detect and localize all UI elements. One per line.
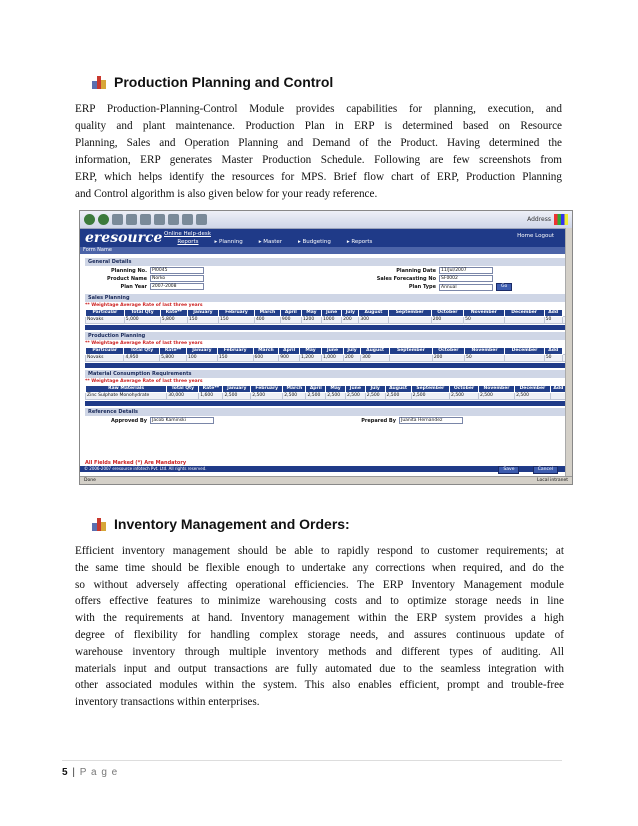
table-header-cell: May (300, 348, 322, 355)
table-header-cell: Particular (86, 348, 124, 355)
page-footer (62, 767, 118, 778)
table-cell[interactable]: 200 (343, 355, 360, 362)
table-header-cell: December (504, 310, 544, 317)
planning-no-input[interactable]: PI0045 (150, 267, 204, 274)
material-table (85, 385, 567, 400)
weightage-note: ** Weightage Average Rate of last three years (85, 341, 203, 346)
table-header-cell: December (515, 386, 551, 393)
table-cell[interactable]: Novaks (86, 355, 124, 362)
table-cell[interactable]: Novaks (86, 317, 125, 324)
para-line: quality and plant maintenance. Production Plan in ERP is determined based on Resource (75, 120, 562, 132)
helpdesk-link[interactable]: Online Help-desk (164, 231, 211, 237)
table-header-cell: Rate** (160, 310, 187, 317)
table-header-cell: October (450, 386, 479, 393)
app-header (80, 229, 572, 247)
table-header-cell: July (365, 386, 385, 393)
prepared-by-label: Prepared By (361, 417, 396, 424)
table-cell[interactable] (390, 355, 433, 362)
table-cell[interactable]: 100 (186, 355, 217, 362)
form-body (80, 254, 572, 425)
table-cell[interactable]: 900 (280, 317, 301, 324)
nav-budgeting[interactable]: ▸ Budgeting (298, 239, 331, 245)
approved-by-label: Approved By (111, 417, 147, 424)
material-consumption-header: Material Consumption Requirements (85, 370, 567, 378)
bullet-icon (92, 76, 106, 89)
home-logout-links[interactable]: Home Logout (517, 233, 554, 239)
table-cell[interactable]: 300 (361, 355, 390, 362)
table-header-cell: September (390, 348, 433, 355)
back-icon (84, 214, 95, 225)
table-scrollbar[interactable] (85, 401, 567, 406)
app-footer (80, 466, 572, 472)
table-header-cell: March (283, 386, 306, 393)
reports-link[interactable]: Reports (177, 239, 199, 245)
table-cell[interactable]: 30,000 (167, 393, 199, 400)
table-cell[interactable]: 2,500 (385, 393, 411, 400)
address-label: Address (527, 216, 551, 223)
table-cell[interactable]: 2,500 (326, 393, 346, 400)
production-planning-paragraph (75, 101, 562, 203)
table-scrollbar[interactable] (85, 325, 567, 330)
table-header-cell: June (345, 386, 365, 393)
table-cell[interactable]: 50 (464, 317, 505, 324)
table-header-cell: Particular (86, 310, 125, 317)
table-header-cell: January (187, 310, 218, 317)
para-line: Efficient inventory management should be able to rapidly respond to customer requirements; at (75, 545, 564, 557)
table-header-cell: May (326, 386, 346, 393)
weightage-note: ** Weightage Average Rate of last three years (85, 379, 203, 384)
plan-type-select[interactable]: Annual (439, 284, 493, 291)
table-cell[interactable]: 50 (464, 355, 504, 362)
mandatory-note: All Fields Marked (*) Are Mandatory (85, 460, 187, 466)
table-cell[interactable]: 200 (342, 317, 359, 324)
table-header-cell: April (306, 386, 326, 393)
table-cell[interactable]: 2,500 (306, 393, 326, 400)
table-header-cell: November (464, 348, 504, 355)
table-cell[interactable]: 1,600 (199, 393, 223, 400)
table-cell[interactable] (505, 355, 545, 362)
para-line: materials input and output transactions are fully automated due to the seamless integration with (75, 662, 564, 675)
table-header-cell: October (431, 310, 463, 317)
go-button[interactable]: Go (496, 283, 512, 291)
table-header-cell: February (217, 348, 253, 355)
table-header-cell: Add (544, 348, 562, 355)
planning-date-label: Planning Date (396, 267, 436, 274)
para-line: Planning, Sales and Operation Planning and Demand of the Product. Having determined the (75, 137, 562, 149)
table-header-cell: July (343, 348, 360, 355)
table-cell[interactable]: 600 (253, 355, 279, 362)
table-cell[interactable]: 50 (544, 317, 562, 324)
table-header-cell: September (411, 386, 449, 393)
table-header-cell: October (432, 348, 464, 355)
sales-planning-table (85, 309, 567, 324)
sales-forecast-label: Sales Forecasting No (376, 275, 436, 282)
planning-no-label: Planning No. (111, 267, 147, 274)
para-line: ERP Production-Planning-Control Module provides capabilities for planning, execution, and (75, 103, 562, 115)
forward-icon (98, 214, 109, 225)
table-header-cell: Rate** (199, 386, 223, 393)
browser-toolbar (80, 211, 572, 229)
table-header-cell: April (280, 310, 301, 317)
table-cell[interactable] (388, 317, 431, 324)
table-header-cell: Total Qty (167, 386, 199, 393)
table-cell[interactable]: 2,500 (365, 393, 385, 400)
search-icon (154, 214, 165, 225)
table-cell[interactable]: 5,800 (160, 355, 187, 362)
para-line: warehouse inventory through multiple inventory methods and different types of auditing. All (75, 645, 564, 658)
cancel-button[interactable]: Cancel (533, 466, 558, 474)
table-header-cell: March (253, 348, 279, 355)
table-header-cell: August (385, 386, 411, 393)
para-line: degree of flexibility for handling complex storage needs, and assures continuous update of (75, 628, 564, 641)
section-heading-inventory (92, 516, 350, 532)
table-cell[interactable]: 200 (431, 317, 463, 324)
heading-text: Inventory Management and Orders: (114, 516, 350, 532)
table-cell[interactable]: 2,500 (515, 393, 551, 400)
page-word: P a g e (79, 767, 119, 778)
general-details-header: General Details (85, 258, 567, 266)
table-header-cell: January (186, 348, 217, 355)
plan-type-label: Plan Type (408, 284, 436, 290)
table-header-cell: July (342, 310, 359, 317)
table-cell[interactable]: 2,500 (251, 393, 283, 400)
table-header-cell: August (359, 310, 388, 317)
para-line: and Control algorithm is also given below for your ready reference. (75, 188, 378, 200)
table-header-cell: November (478, 386, 514, 393)
favorites-icon (168, 214, 179, 225)
table-header-cell: June (321, 310, 341, 317)
status-zone: Local intranet (537, 478, 568, 483)
refresh-icon (126, 214, 137, 225)
footer-divider (62, 760, 562, 761)
nav-reports[interactable]: ▸ Reports (346, 239, 373, 245)
table-cell[interactable]: 2,500 (283, 393, 306, 400)
sales-forecast-select[interactable]: SF0002 (439, 275, 493, 282)
table-header-cell: February (218, 310, 254, 317)
table-cell[interactable]: 1,000 (322, 355, 344, 362)
para-line: inventory transactions within enterprises. (75, 696, 260, 709)
para-line: information, ERP generates Master Production Schedule. Following are few screenshots from (75, 154, 562, 166)
app-logo: eresource (80, 229, 167, 247)
print-icon (196, 214, 207, 225)
product-name-label: Product Name (107, 275, 147, 282)
table-cell[interactable]: 900 (279, 355, 300, 362)
stop-icon (112, 214, 123, 225)
table-cell[interactable]: 400 (254, 317, 280, 324)
table-cell[interactable]: 2,500 (411, 393, 449, 400)
form-name-bar: Form Name (80, 247, 572, 254)
heading-text: Production Planning and Control (114, 74, 334, 90)
para-line: offers effective features to minimize warehousing costs and to optimize storage needs in line (75, 595, 564, 608)
table-cell[interactable]: 2,500 (345, 393, 365, 400)
copyright-text: © 2006-2007 eresource infotech Pvt. Ltd. All rights reserved. (84, 466, 207, 471)
nav-master[interactable]: ▸ Master (258, 239, 283, 245)
para-line: the same time should be flexible enough to undertake any corrections when required, and do the (75, 561, 564, 574)
mail-icon (182, 214, 193, 225)
table-cell[interactable]: 5,800 (160, 317, 187, 324)
status-done: Done (84, 478, 96, 483)
footer-separator: | (72, 767, 76, 778)
planning-date-input[interactable]: 11/Jul/2007 (439, 267, 493, 274)
table-header-cell: November (464, 310, 505, 317)
para-line: with the requirements at hand. Inventory management within the ERP system provides a high (75, 612, 564, 625)
table-cell[interactable]: 4,950 (124, 355, 160, 362)
weightage-note: ** Weightage Average Rate of last three years (85, 303, 203, 308)
table-scrollbar[interactable] (85, 363, 567, 368)
table-header-cell: Total Qty (124, 310, 160, 317)
save-button[interactable]: Save (498, 466, 519, 474)
windows-logo-icon (554, 214, 568, 225)
para-line: other associated modules within the system. This also enables efficient, prompt and trouble-free (75, 679, 564, 692)
table-header-cell: January (223, 386, 251, 393)
browser-status-bar (80, 476, 572, 484)
bullet-icon (92, 518, 106, 531)
table-cell[interactable]: 1200 (301, 317, 321, 324)
table-header-cell: Rate** (160, 348, 187, 355)
para-line: so without adversely affecting operational efficiencies. The ERP Inventory Management module (75, 578, 564, 591)
table-cell[interactable]: 2,500 (223, 393, 251, 400)
main-nav (177, 239, 372, 247)
table-header-cell: Add (550, 386, 566, 393)
plan-year-label: Plan Year (120, 283, 147, 290)
table-cell[interactable]: 1,200 (300, 355, 322, 362)
table-header-cell: Raw Materials (86, 386, 167, 393)
production-planning-header: Production Planning (85, 332, 567, 340)
inventory-paragraph (75, 543, 564, 711)
table-cell[interactable]: 150 (218, 317, 254, 324)
plan-year-select[interactable]: 2007-2008 (150, 283, 204, 290)
table-header-cell: May (301, 310, 321, 317)
prepared-by-select[interactable]: Juanita Hernandez (399, 417, 463, 424)
reference-details-header: Reference Details (85, 408, 567, 416)
vertical-scrollbar[interactable] (565, 228, 572, 477)
table-header-cell: Add (544, 310, 562, 317)
home-icon (140, 214, 151, 225)
table-cell[interactable]: 150 (217, 355, 253, 362)
table-cell[interactable]: 300 (359, 317, 388, 324)
table-cell[interactable]: 2,500 (450, 393, 479, 400)
table-header-cell: December (505, 348, 545, 355)
erp-screenshot (79, 210, 573, 485)
table-header-cell: April (279, 348, 300, 355)
table-header-cell: March (254, 310, 280, 317)
table-cell[interactable]: 1000 (321, 317, 341, 324)
sales-planning-header: Sales Planning (85, 294, 567, 302)
table-header-cell: February (251, 386, 283, 393)
table-header-cell: August (361, 348, 390, 355)
table-cell[interactable]: Zinc Sulphate Monohydrate (86, 393, 167, 400)
product-name-select[interactable]: Norko (150, 275, 204, 282)
table-cell[interactable]: 5,000 (124, 317, 160, 324)
page-number: 5 (62, 767, 69, 778)
section-heading-production-planning (92, 74, 333, 90)
table-header-cell: September (388, 310, 431, 317)
table-cell[interactable]: 150 (187, 317, 218, 324)
table-cell[interactable]: 2,500 (478, 393, 514, 400)
para-line: ERP, which helps identify the resources for MPS. Brief flow chart of ERP, Production Planning (75, 171, 562, 183)
table-cell[interactable]: 200 (432, 355, 464, 362)
production-planning-table (85, 347, 567, 362)
nav-planning[interactable]: ▸ Planning (214, 239, 243, 245)
table-cell[interactable]: 50 (544, 355, 562, 362)
approved-by-select[interactable]: Jacob Kaminski (150, 417, 214, 424)
table-header-cell: June (322, 348, 344, 355)
table-cell[interactable] (504, 317, 544, 324)
table-header-cell: Total Qty (124, 348, 160, 355)
